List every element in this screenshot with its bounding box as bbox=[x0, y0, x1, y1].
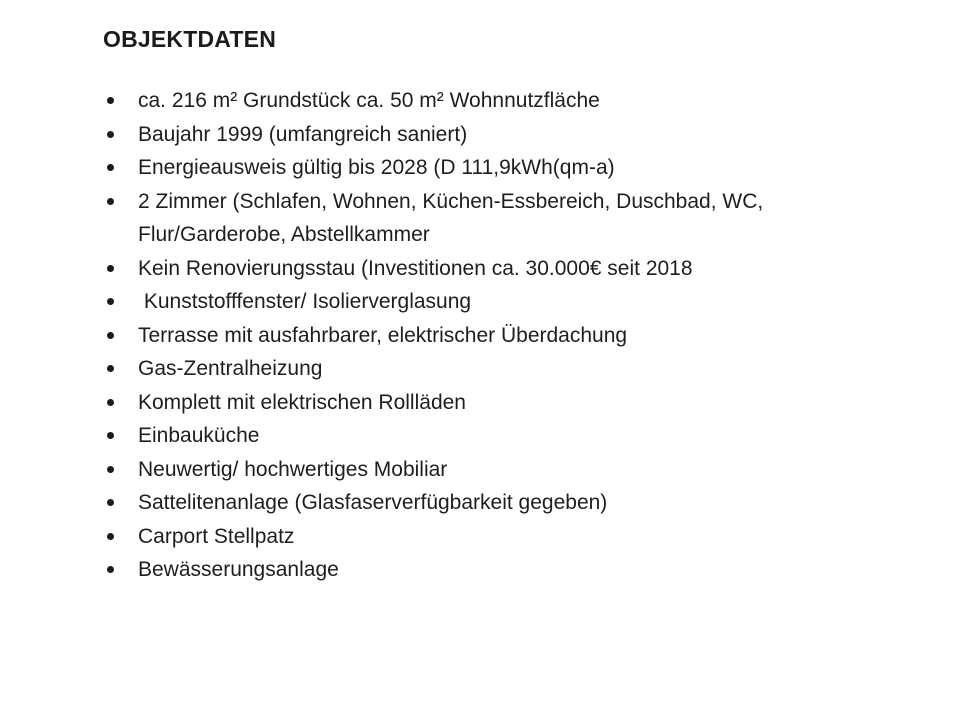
bullet-icon bbox=[107, 164, 114, 171]
list-item bbox=[103, 319, 960, 353]
list-item-text: Sattelitenanlage (Glasfaserverfügbarkeit gegeben) bbox=[138, 491, 608, 514]
bullet-icon bbox=[107, 198, 114, 205]
list-item bbox=[103, 486, 960, 520]
bullet-icon bbox=[107, 533, 114, 540]
list-item bbox=[103, 185, 960, 252]
list-item-text: Neuwertig/ hochwertiges Mobiliar bbox=[138, 457, 448, 481]
list-item bbox=[103, 118, 960, 152]
list-item bbox=[103, 84, 960, 118]
list-item-text: Baujahr 1999 (umfangreich saniert) bbox=[138, 122, 468, 146]
list-item bbox=[103, 151, 960, 185]
list-item bbox=[103, 285, 960, 319]
list-item bbox=[103, 520, 960, 554]
list-item-text: Gas-Zentralheizung bbox=[138, 357, 323, 380]
bullet-icon bbox=[107, 131, 114, 138]
list-item-text: Kein Renovierungsstau (Investitionen ca. 30.000€ seit 2018 bbox=[138, 256, 693, 280]
list-item-text: Einbauküche bbox=[138, 424, 260, 447]
list-item-text: Komplett mit elektrischen Rollläden bbox=[138, 390, 466, 414]
list-item-text: Bewässerungsanlage bbox=[138, 558, 339, 581]
list-item bbox=[103, 352, 960, 386]
page-title: OBJEKTDATEN bbox=[103, 26, 277, 52]
bullet-icon bbox=[107, 332, 114, 339]
bullet-icon bbox=[107, 499, 114, 506]
bullet-icon bbox=[107, 566, 114, 573]
bullet-icon bbox=[107, 265, 114, 272]
list-item bbox=[103, 386, 960, 420]
list-item-text: Energieausweis gültig bis 2028 (D 111,9kWh(qm-a) bbox=[138, 156, 615, 179]
bullet-icon bbox=[107, 399, 114, 406]
list-item-text: Kunststofffenster/ Isolierverglasung bbox=[138, 290, 472, 313]
bullet-icon bbox=[107, 365, 114, 372]
bullet-icon bbox=[107, 298, 114, 305]
list-item bbox=[103, 553, 960, 587]
list-item-text: Carport Stellpatz bbox=[138, 524, 295, 548]
bullet-icon bbox=[107, 97, 114, 104]
list-item-text: 2 Zimmer (Schlafen, Wohnen, Küchen-Essbereich, Duschbad, WC, Flur/Garderobe, Abstellkammer bbox=[138, 189, 770, 246]
list-item bbox=[103, 252, 960, 286]
list-item-text: Terrasse mit ausfahrbarer, elektrischer Überdachung bbox=[138, 323, 628, 347]
list-item-text: ca. 216 m² Grundstück ca. 50 m² Wohnnutzfläche bbox=[138, 89, 600, 112]
bullet-icon bbox=[107, 466, 114, 473]
bullet-list bbox=[103, 84, 960, 587]
list-item bbox=[103, 453, 960, 487]
bullet-icon bbox=[107, 432, 114, 439]
list-item bbox=[103, 419, 960, 453]
